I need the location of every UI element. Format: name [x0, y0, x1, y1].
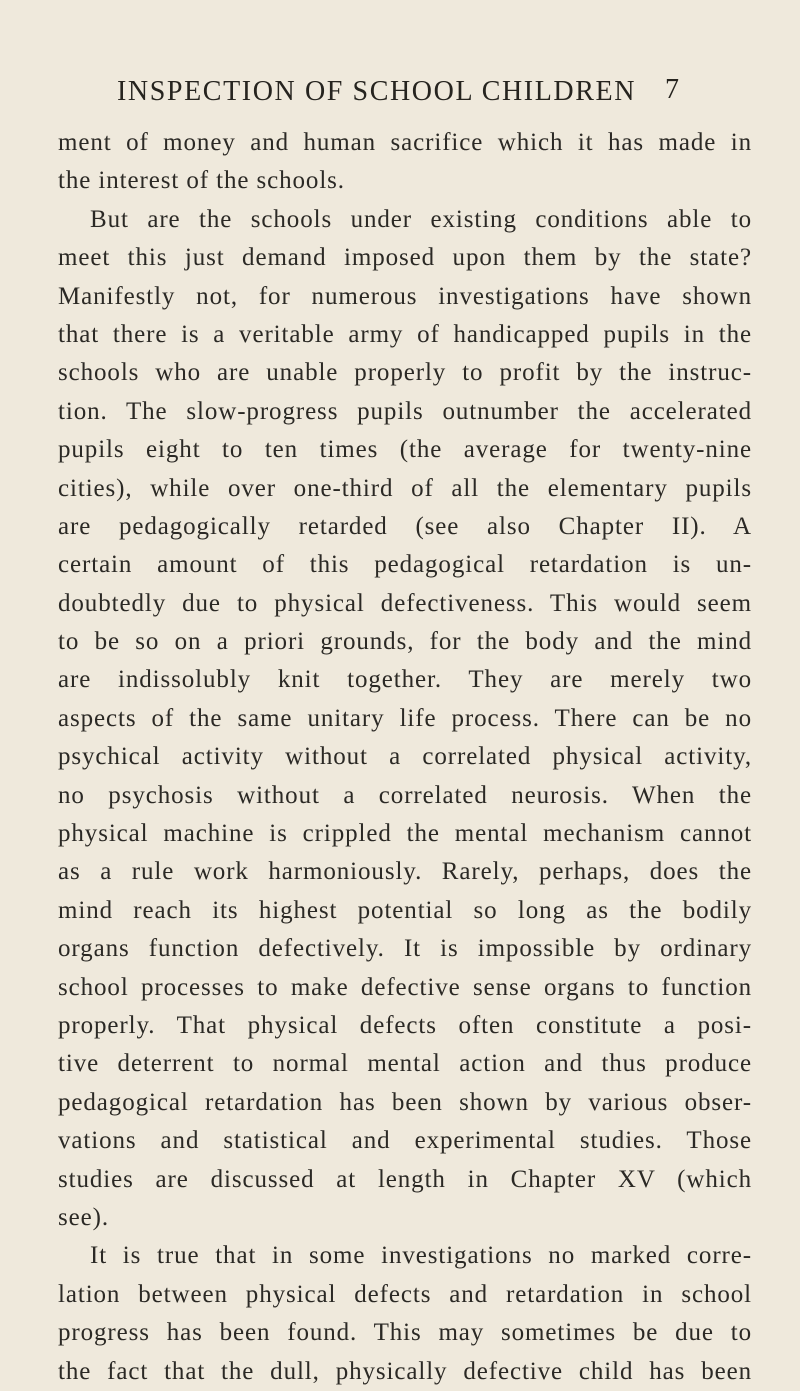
text-line: the fact that the dull, physically defective child has been [58, 1357, 752, 1385]
text-line: pedagogical retardation has been shown by various obser- [58, 1088, 752, 1116]
text-line: aspects of the same unitary life process. There can be no [58, 704, 752, 732]
text-line: psychical activity without a correlated physical activity, [58, 743, 752, 771]
text-line: tive deterrent to normal mental action and thus produce [58, 1050, 752, 1078]
text-line: certain amount of this pedagogical retardation is un- [58, 551, 752, 579]
text-line: properly. That physical defects often constitute a posi- [58, 1011, 752, 1039]
text-line: are indissolubly knit together. They are merely two [58, 666, 752, 694]
text-line: that there is a veritable army of handicapped pupils in the [58, 320, 752, 348]
text-line: see). [58, 1203, 109, 1231]
text-line: But are the schools under existing conditions able to [90, 205, 752, 233]
page-number: 7 [665, 74, 679, 105]
text-line: cities), while over one-third of all the elementary pupils [58, 474, 752, 502]
text-line: school processes to make defective sense organs to function [58, 973, 752, 1001]
text-line: tion. The slow-progress pupils outnumber the accelerated [58, 397, 752, 425]
text-line: lation between physical defects and retardation in school [58, 1280, 752, 1308]
text-line: doubtedly due to physical defectiveness. This would seem [58, 589, 752, 617]
text-line: no psychosis without a correlated neurosis. When the [58, 781, 752, 809]
text-line: to be so on a priori grounds, for the body and the mind [58, 628, 752, 656]
text-line: vations and statistical and experimental studies. Those [58, 1127, 752, 1155]
body-text [58, 124, 752, 1391]
text-line: studies are discussed at length in Chapter XV (which [58, 1165, 752, 1193]
text-line: progress has been found. This may sometimes be due to [58, 1319, 752, 1347]
text-line: the interest of the schools. [58, 167, 345, 195]
text-line: It is true that in some investigations no marked corre- [90, 1242, 752, 1270]
running-title: INSPECTION OF SCHOOL CHILDREN [117, 76, 637, 107]
text-line: as a rule work harmoniously. Rarely, perhaps, does the [58, 858, 752, 886]
text-line: Manifestly not, for numerous investigations have shown [58, 282, 752, 310]
text-line: pupils eight to ten times (the average for twenty-nine [58, 436, 752, 464]
text-line: mind reach its highest potential so long as the bodily [58, 896, 752, 924]
text-line: meet this just demand imposed upon them by the state? [58, 244, 752, 272]
text-line: schools who are unable properly to profit by the instruc- [58, 359, 752, 387]
text-line: ment of money and human sacrifice which it has made in [58, 129, 752, 156]
text-line: physical machine is crippled the mental mechanism cannot [58, 820, 752, 848]
text-line: are pedagogically retarded (see also Chapter II). A [58, 512, 752, 540]
text-line: organs function defectively. It is impossible by ordinary [58, 935, 752, 963]
